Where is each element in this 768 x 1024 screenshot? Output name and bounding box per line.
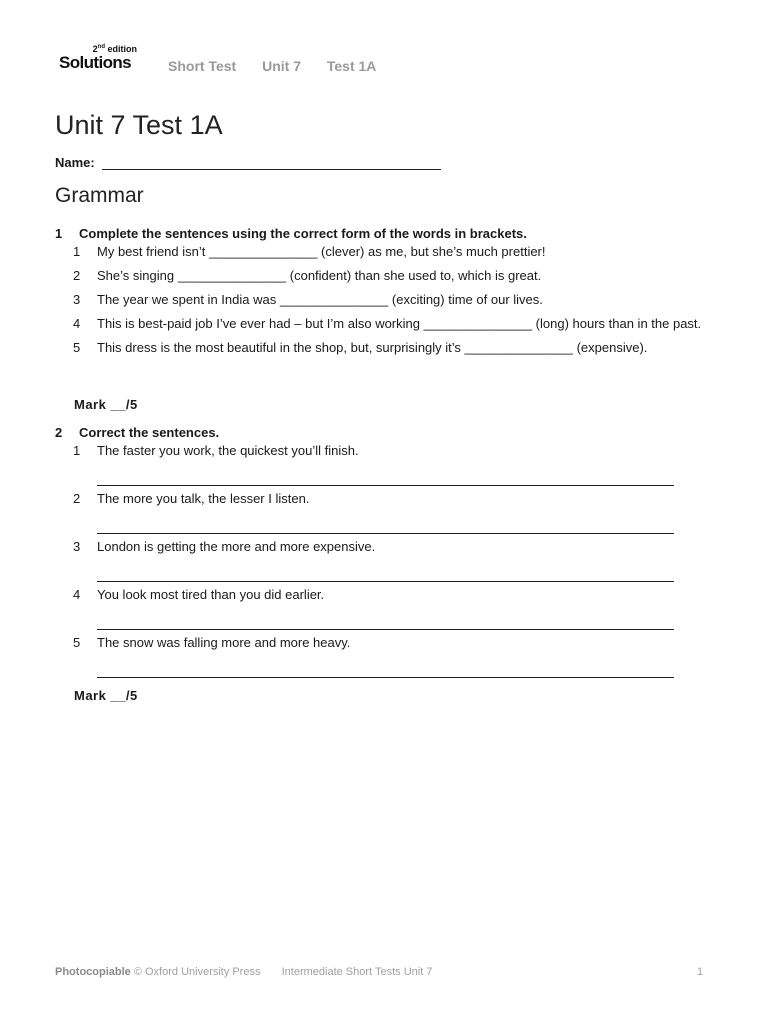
page-title: Unit 7 Test 1A	[55, 110, 223, 140]
item-number: 2	[73, 268, 81, 283]
exercise-number: 1	[55, 226, 63, 241]
name-label: Name:	[55, 155, 95, 170]
exercise-1-heading	[55, 226, 527, 241]
logo-edition: 2nd edition	[92, 44, 137, 54]
item-text: She’s singing _______________ (confident) than she used to, which is great.	[97, 268, 542, 283]
name-field	[55, 155, 441, 170]
footer	[55, 966, 432, 978]
footer-publisher: © Oxford University Press	[133, 966, 261, 978]
breadcrumb-test: Test 1A	[326, 58, 377, 74]
item-text: This is best-paid job I’ve ever had – but I’m also working _______________ (long) hours than in the past.	[97, 316, 702, 331]
item-text: The year we spent in India was _______________ (exciting) time of our lives.	[97, 292, 543, 307]
item-number: 3	[73, 292, 81, 307]
item-number: 3	[73, 539, 81, 554]
breadcrumb-unit: Unit 7	[262, 58, 301, 74]
list-item	[73, 583, 713, 630]
item-text: My best friend isn’t _______________ (clever) as me, but she’s much prettier!	[97, 244, 546, 259]
logo-name: Solutions	[59, 53, 132, 72]
name-blank-line	[102, 156, 441, 170]
list-item	[73, 312, 713, 336]
item-number: 4	[73, 587, 81, 602]
list-item	[73, 631, 713, 678]
item-text: The faster you work, the quickest you’ll finish.	[97, 443, 359, 458]
footer-photocopiable: Photocopiable	[55, 966, 131, 978]
item-text: The more you talk, the lesser I listen.	[97, 491, 310, 506]
exercise-1-items	[73, 240, 713, 360]
item-number: 2	[73, 491, 81, 506]
item-text: You look most tired than you did earlier.	[97, 587, 325, 602]
answer-line	[97, 655, 674, 678]
breadcrumb-short-test: Short Test	[168, 58, 237, 74]
item-number: 5	[73, 635, 81, 650]
exercise-2-heading	[55, 425, 219, 440]
footer-series: Intermediate Short Tests Unit 7	[281, 966, 433, 978]
list-item	[73, 288, 713, 312]
list-item	[73, 487, 713, 534]
exercise-2-items	[73, 439, 713, 679]
list-item	[73, 336, 713, 360]
item-text: The snow was falling more and more heavy.	[97, 635, 351, 650]
exercise-2-mark: Mark __/5	[74, 688, 138, 703]
section-title: Grammar	[55, 184, 144, 207]
solutions-logo	[59, 44, 139, 74]
answer-line	[97, 559, 674, 582]
list-item	[73, 264, 713, 288]
answer-line	[97, 607, 674, 630]
answer-line	[97, 511, 674, 534]
list-item	[73, 439, 713, 486]
page-number: 1	[697, 966, 704, 978]
exercise-number: 2	[55, 425, 63, 440]
item-text: This dress is the most beautiful in the shop, but, surprisingly it’s _______________ (expensive).	[97, 340, 648, 355]
item-number: 5	[73, 340, 81, 355]
item-number: 1	[73, 244, 81, 259]
exercise-1-mark: Mark __/5	[74, 397, 138, 412]
list-item	[73, 240, 713, 264]
answer-line	[97, 463, 674, 486]
item-number: 4	[73, 316, 81, 331]
item-text: London is getting the more and more expensive.	[97, 539, 376, 554]
list-item	[73, 535, 713, 582]
exercise-instruction: Correct the sentences.	[79, 425, 220, 440]
exercise-instruction: Complete the sentences using the correct form of the words in brackets.	[79, 226, 527, 241]
header-breadcrumb	[168, 58, 398, 74]
item-number: 1	[73, 443, 81, 458]
